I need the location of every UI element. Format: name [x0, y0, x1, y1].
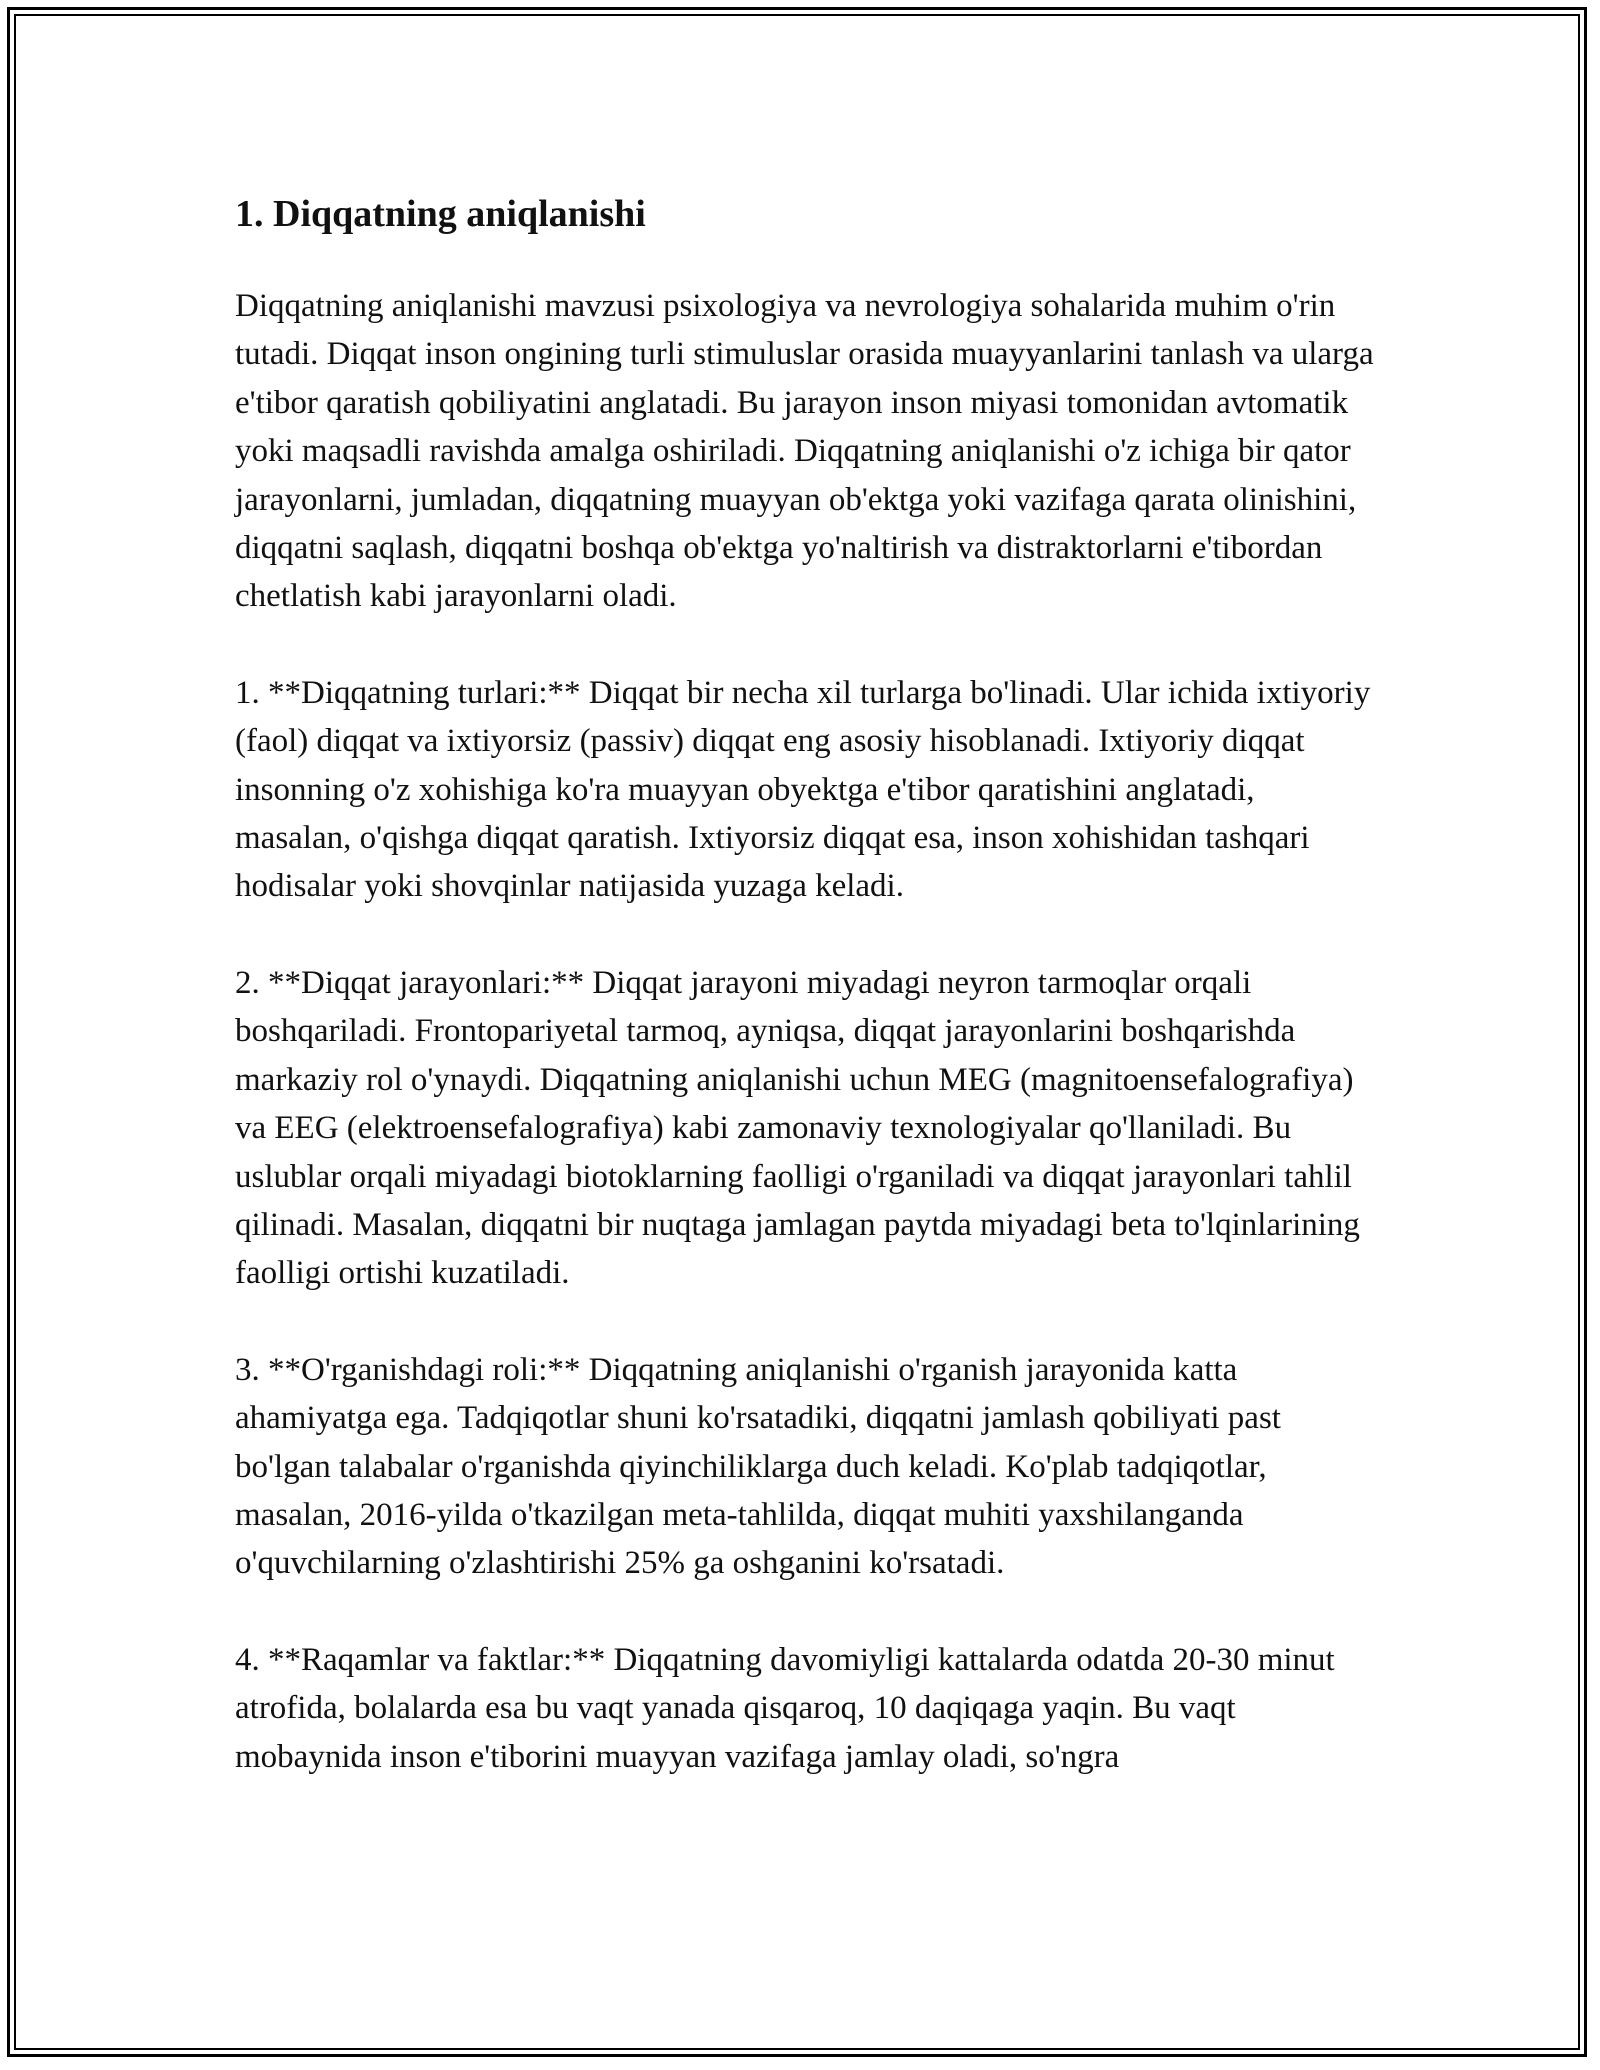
document-body: [235, 186, 1375, 1829]
list-item-numbers-facts: 4. **Raqamlar va faktlar:** Diqqatning davomiyligi kattalarda odatda 20-30 minut atrofida, bolalarda esa bu vaqt yanada qisqaroq, 10 daqiqaga yaqin. Bu vaqt mobaynida inson e'tiborini muayyan vazifaga jamlay oladi, so'ngra: [235, 1641, 1335, 1775]
section-heading: 1. Diqqatning aniqlanishi: [235, 193, 646, 235]
list-item-attention-processes: 2. **Diqqat jarayonlari:** Diqqat jarayoni miyadagi neyron tarmoqlar orqali boshqariladi. Frontopariyetal tarmoq, ayniqsa, diqqat jarayonlarini boshqarishda markaziy rol o'ynaydi. Diqqatning aniqlanishi uchun MEG (magnitoensefalografiya) va EEG (elektroensefalografiya) kabi zamonaviy texnologiyalar qo'llaniladi. Bu uslublar orqali miyadagi biotoklarning faolligi o'rganiladi va diqqat jarayonlari tahlil qilinadi. Masalan, diqqatni bir nuqtaga jamlagan paytda miyadagi beta to'lqinlarining faolligi ortishi kuzatiladi.: [235, 964, 1360, 1292]
list-item-learning-role: 3. **O'rganishdagi roli:** Diqqatning aniqlanishi o'rganish jarayonida katta ahamiyatga ega. Tadqiqotlar shuni ko'rsatadiki, diqqatni jamlash qobiliyati past bo'lgan talabalar o'rganishda qiyinchiliklarga duch keladi. Ko'plab tadqiqotlar, masalan, 2016-yilda o'tkazilgan meta-tahlilda, diqqat muhiti yaxshilanganda o'quvchilarning o'zlashtirishi 25% ga oshganini ko'rsatadi.: [235, 1351, 1281, 1582]
intro-paragraph: Diqqatning aniqlanishi mavzusi psixologiya va nevrologiya sohalarida muhim o'rin tutadi. Diqqat inson ongining turli stimuluslar orasida muayyanlarini tanlash va ularga e'tibor qaratish qobiliyatini anglatadi. Bu jarayon inson miyasi tomonidan avtomatik yoki maqsadli ravishda amalga oshiriladi. Diqqatning aniqlanishi o'z ichiga bir qator jarayonlarni, jumladan, diqqatning muayyan ob'ektga yoki vazifaga qarata olinishini, diqqatni saqlash, diqqatni boshqa ob'ektga yo'naltirish va distraktorlarni e'tibordan chetlatish kabi jarayonlarni oladi.: [235, 288, 1374, 615]
list-item-attention-types: 1. **Diqqatning turlari:** Diqqat bir necha xil turlarga bo'linadi. Ular ichida ixtiyoriy (faol) diqqat va ixtiyorsiz (passiv) diqqat eng asosiy hisoblanadi. Ixtiyoriy diqqat insonning o'z xohishiga ko'ra muayyan obyektga e'tibor qaratishini anglatadi, masalan, o'qishga diqqat qaratish. Ixtiyorsiz diqqat esa, inson xohishidan tashqari hodisalar yoki shovqinlar natijasida yuzaga keladi.: [235, 674, 1371, 905]
